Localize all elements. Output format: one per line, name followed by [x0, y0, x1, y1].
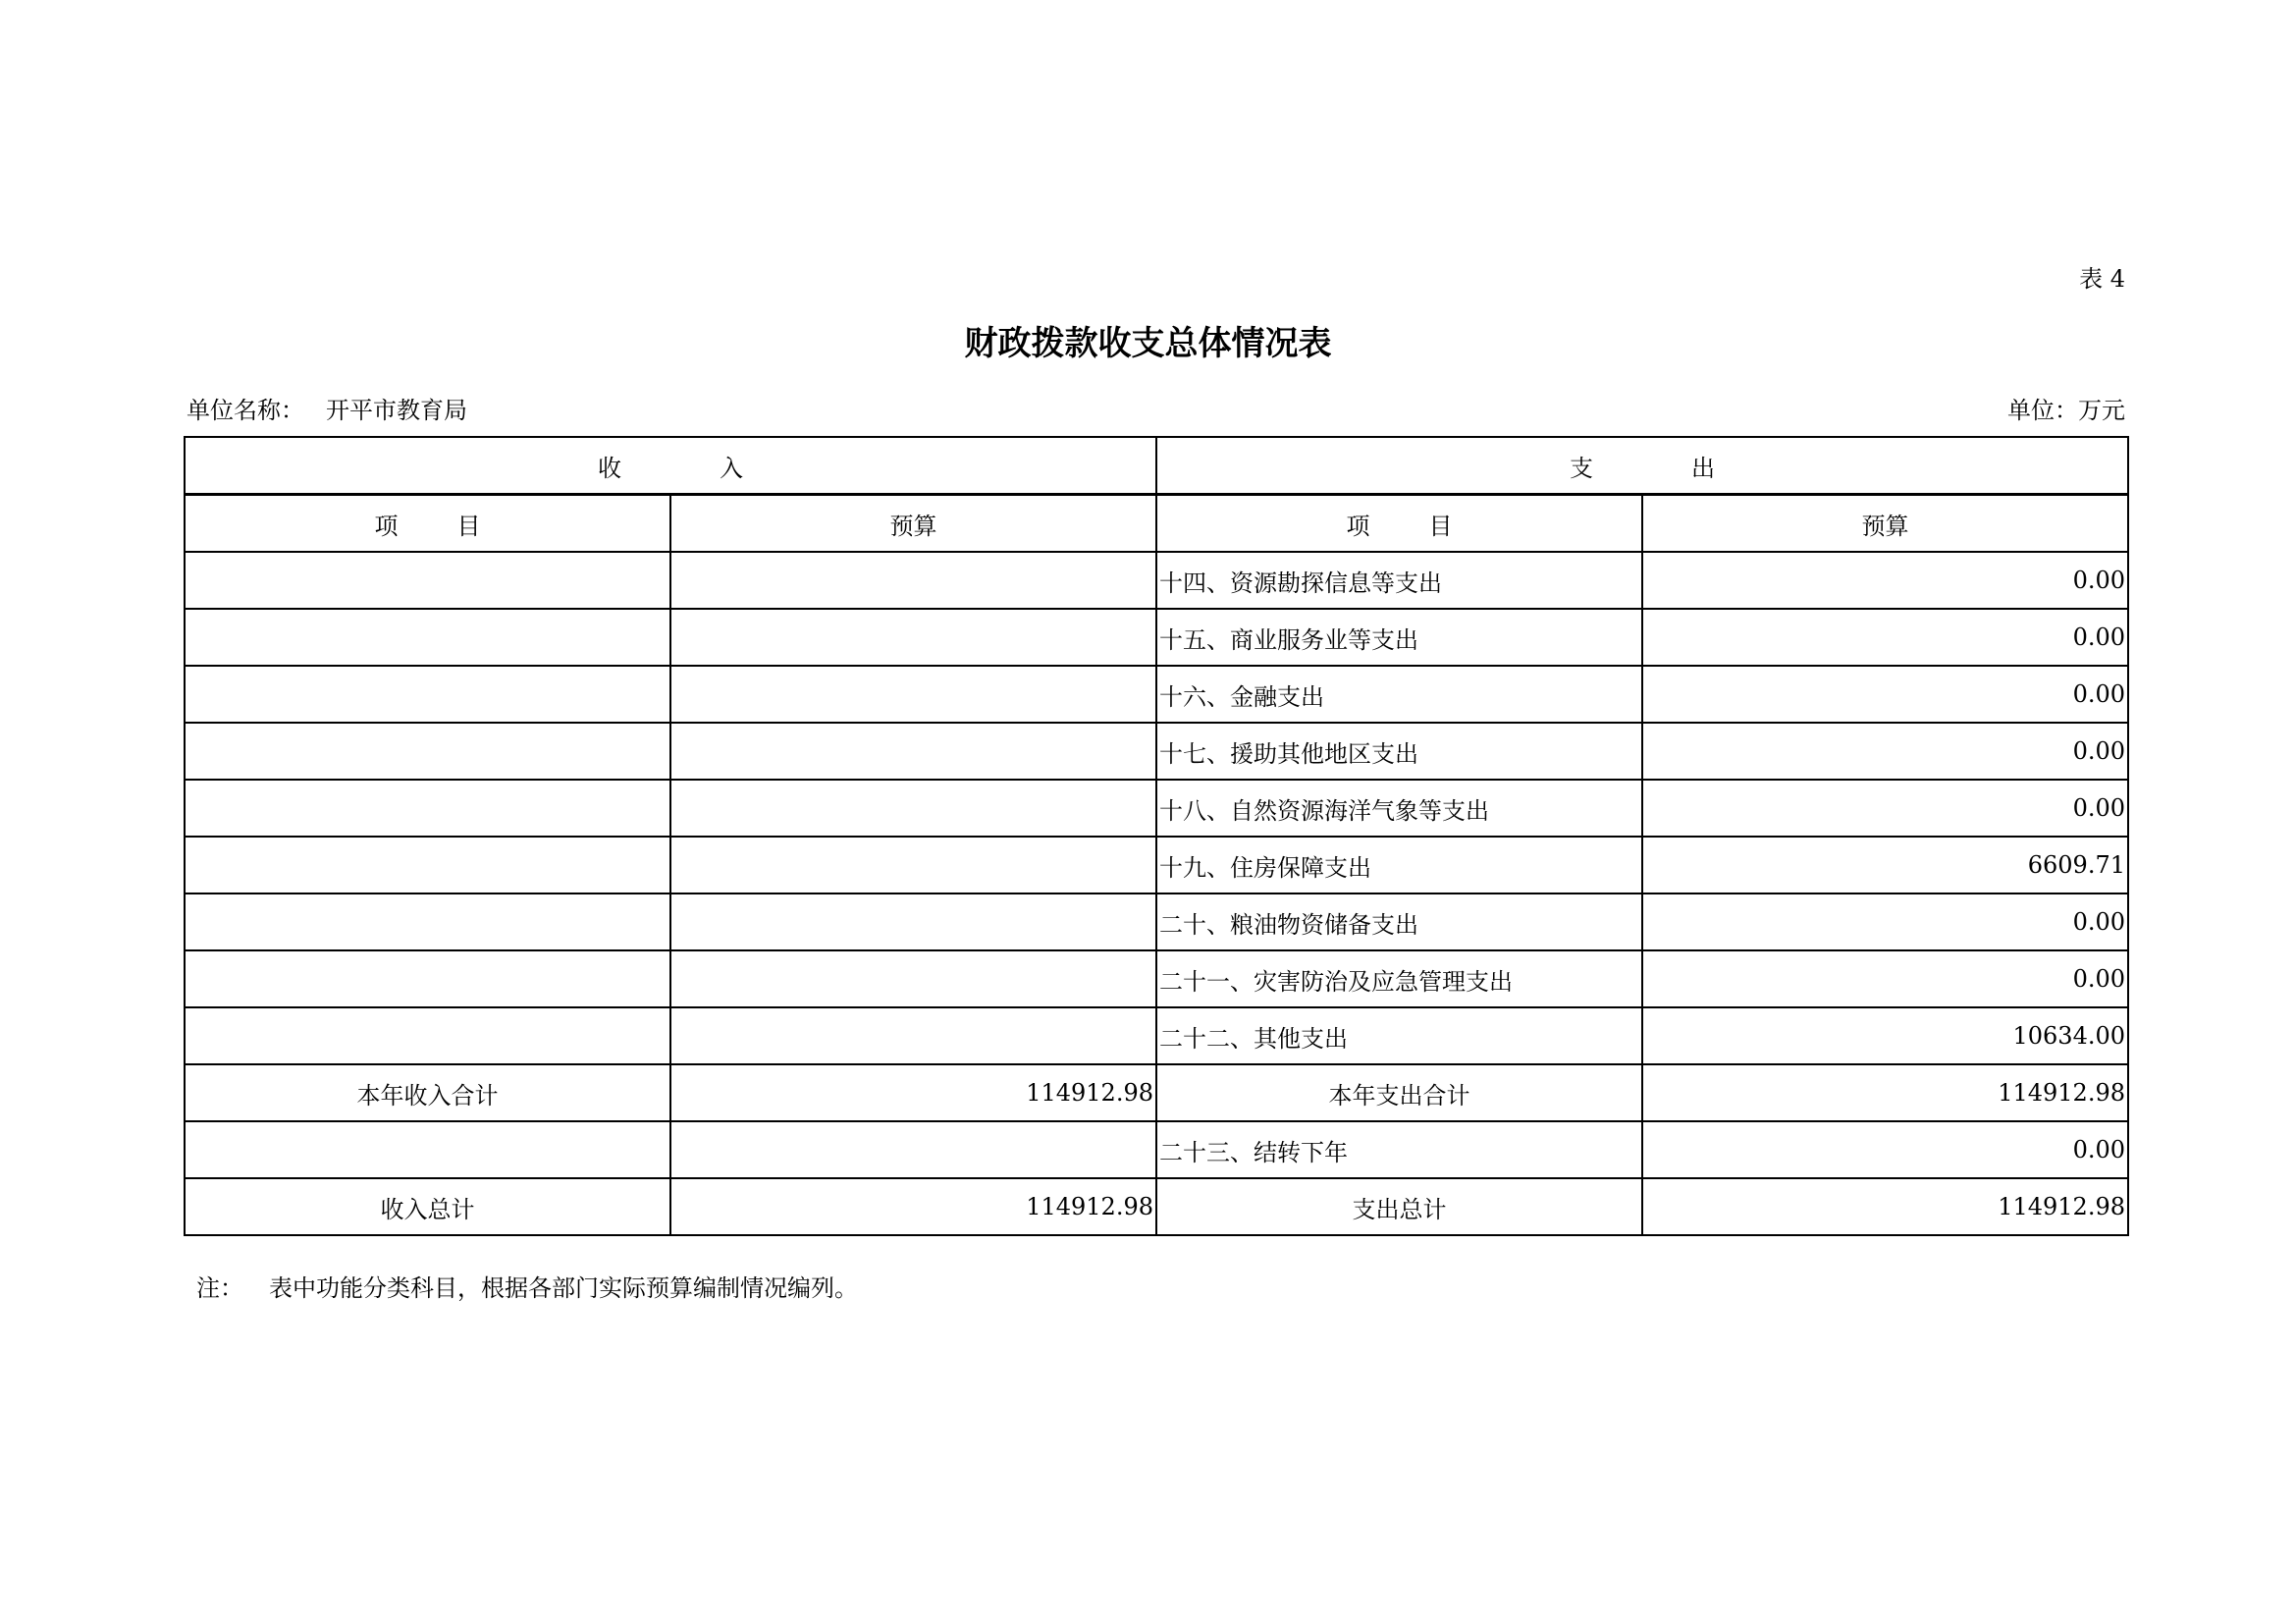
table-row	[185, 552, 2128, 609]
income-budget-cell	[670, 666, 1156, 723]
expense-budget-cell: 114912.98	[1642, 1064, 2128, 1121]
table-row	[185, 950, 2128, 1007]
expense-budget-cell: 0.00	[1642, 1121, 2128, 1178]
income-header-label: 收入	[598, 454, 841, 482]
footnote	[196, 1269, 858, 1303]
table-row	[185, 723, 2128, 780]
income-item-cell: 收入总计	[185, 1178, 670, 1235]
expense-budget-cell: 0.00	[1642, 609, 2128, 666]
unit-name-value: 开平市教育局	[326, 397, 467, 424]
expense-item-cell: 本年支出合计	[1156, 1064, 1642, 1121]
expense-budget-header: 预算	[1642, 495, 2128, 553]
income-item-cell	[185, 950, 670, 1007]
income-item-cell	[185, 552, 670, 609]
income-item-cell	[185, 780, 670, 837]
budget-table	[184, 436, 2129, 1236]
income-budget-cell	[670, 1007, 1156, 1064]
expense-item-header-label: 项目	[1346, 512, 1512, 540]
table-row	[185, 837, 2128, 893]
income-budget-cell	[670, 552, 1156, 609]
expense-budget-cell: 10634.00	[1642, 1007, 2128, 1064]
income-budget-cell	[670, 1121, 1156, 1178]
income-budget-cell: 114912.98	[670, 1064, 1156, 1121]
income-item-cell	[185, 1007, 670, 1064]
budget-table-body	[185, 437, 2128, 1235]
expense-budget-cell: 0.00	[1642, 552, 2128, 609]
expense-item-cell: 十九、住房保障支出	[1156, 837, 1642, 893]
income-budget-cell	[670, 780, 1156, 837]
expense-item-cell: 十八、自然资源海洋气象等支出	[1156, 780, 1642, 837]
expense-item-cell: 十七、援助其他地区支出	[1156, 723, 1642, 780]
income-item-cell	[185, 1121, 670, 1178]
note-label: 注：	[196, 1274, 243, 1302]
expense-item-cell: 二十、粮油物资储备支出	[1156, 893, 1642, 950]
section-header-row	[185, 437, 2128, 495]
table-row	[185, 666, 2128, 723]
expense-item-cell: 十四、资源勘探信息等支出	[1156, 552, 1642, 609]
income-budget-cell	[670, 950, 1156, 1007]
income-budget-cell	[670, 609, 1156, 666]
expense-budget-cell: 6609.71	[1642, 837, 2128, 893]
expense-item-cell: 十六、金融支出	[1156, 666, 1642, 723]
expense-budget-cell: 0.00	[1642, 950, 2128, 1007]
expense-budget-cell: 114912.98	[1642, 1178, 2128, 1235]
note-text: 表中功能分类科目，根据各部门实际预算编制情况编列。	[269, 1274, 858, 1302]
expense-item-cell: 二十二、其他支出	[1156, 1007, 1642, 1064]
table-total-row	[185, 1178, 2128, 1235]
income-budget-cell	[670, 893, 1156, 950]
income-item-header-label: 项目	[374, 512, 540, 540]
table-row	[185, 1007, 2128, 1064]
income-item-cell: 本年收入合计	[185, 1064, 670, 1121]
table-row	[185, 780, 2128, 837]
expense-budget-cell: 0.00	[1642, 893, 2128, 950]
income-item-cell	[185, 723, 670, 780]
income-item-header	[185, 495, 670, 553]
expense-item-cell: 二十一、灾害防治及应急管理支出	[1156, 950, 1642, 1007]
income-section-header	[185, 437, 1156, 495]
expense-header-label: 支出	[1570, 454, 1813, 482]
unit-name-label: 单位名称：	[187, 397, 304, 424]
table-number: 表 4	[2079, 265, 2125, 293]
expense-item-cell: 十五、商业服务业等支出	[1156, 609, 1642, 666]
column-header-row	[185, 495, 2128, 553]
income-budget-cell: 114912.98	[670, 1178, 1156, 1235]
expense-section-header	[1156, 437, 2128, 495]
income-item-cell	[185, 837, 670, 893]
income-item-cell	[185, 609, 670, 666]
table-row	[185, 893, 2128, 950]
expense-budget-cell: 0.00	[1642, 723, 2128, 780]
income-budget-cell	[670, 723, 1156, 780]
expense-item-header	[1156, 495, 1642, 553]
page-title: 财政拨款收支总体情况表	[964, 324, 1332, 363]
income-item-cell	[185, 893, 670, 950]
expense-item-cell: 支出总计	[1156, 1178, 1642, 1235]
unit-name-line	[187, 391, 467, 425]
income-budget-header: 预算	[670, 495, 1156, 553]
table-row	[185, 609, 2128, 666]
expense-budget-cell: 0.00	[1642, 780, 2128, 837]
income-item-cell	[185, 666, 670, 723]
currency-unit: 单位：万元	[2007, 397, 2125, 424]
table-row	[185, 1121, 2128, 1178]
table-total-row	[185, 1064, 2128, 1121]
income-budget-cell	[670, 837, 1156, 893]
expense-budget-cell: 0.00	[1642, 666, 2128, 723]
expense-item-cell: 二十三、结转下年	[1156, 1121, 1642, 1178]
